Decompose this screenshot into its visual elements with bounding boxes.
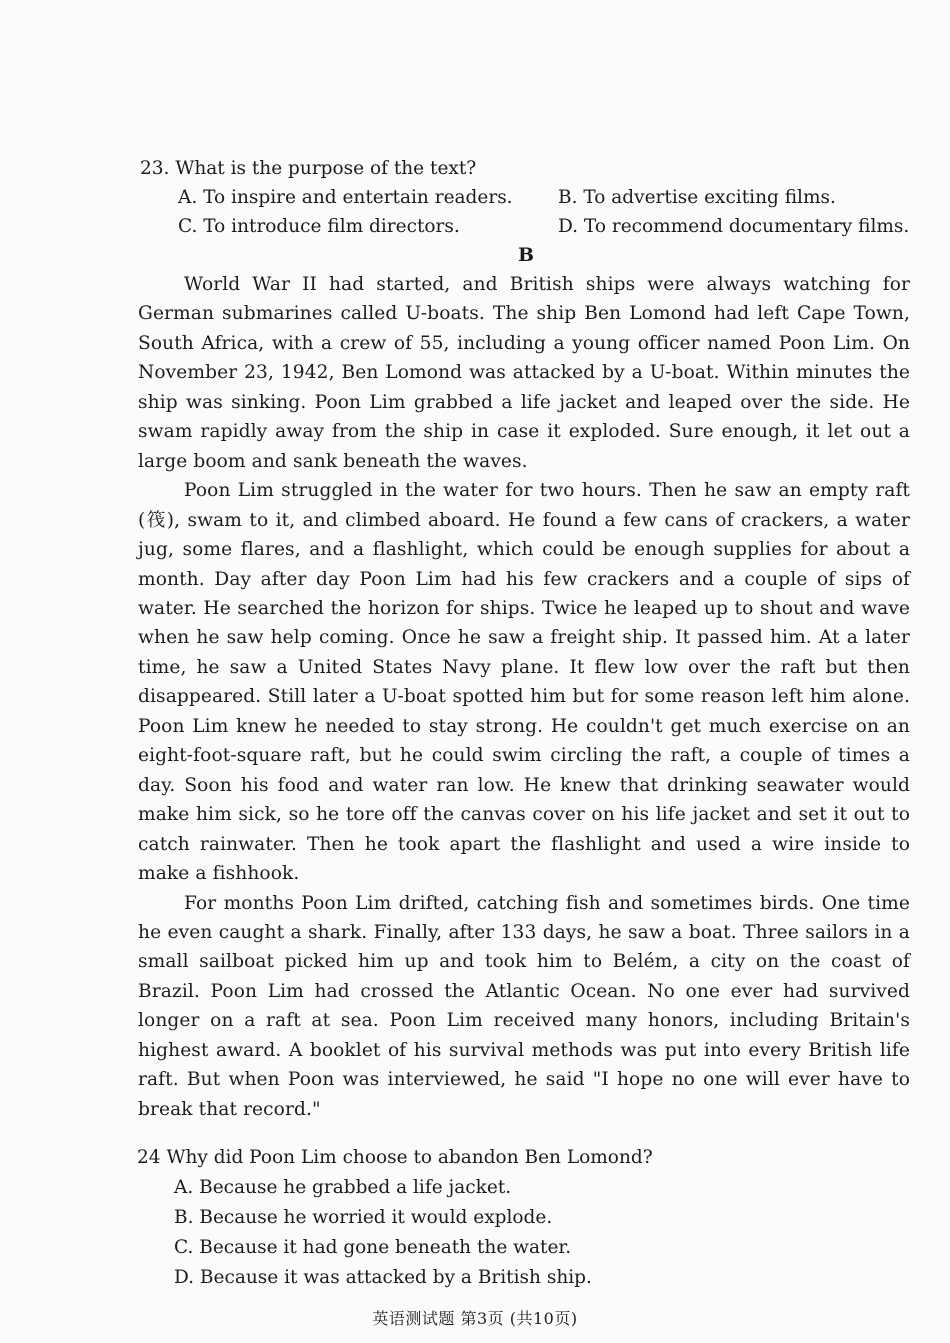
question-23-stem-row [140, 154, 930, 183]
question-24-option-a: A. Because he grabbed a life jacket. [174, 1177, 512, 1198]
passage-paragraph-3: For months Poon Lim drifted, catching fish and sometimes birds. One time he even caught a shark. Finally, after 133 days, he saw a boat. Three sailors in a small sailboat picked him up and took him to Belém, a city on the coast of Brazil. Poon Lim had crossed the Atlantic Ocean. No one ever had survived longer on a raft at sea. Poon Lim received many honors, including Britain's highest award. A booklet of his survival methods was put into every British life raft. But when Poon was interviewed, he said "I hope no one will ever have to break that record." [138, 892, 910, 1120]
question-24-option-d: D. Because it was attacked by a British ship. [174, 1267, 592, 1288]
section-heading: B [518, 244, 535, 266]
question-23-options [178, 183, 930, 241]
question-24 [137, 1143, 927, 1293]
question-23-option-b: B. To advertise exciting films. [558, 187, 836, 208]
question-23 [140, 154, 930, 241]
question-24-option-b: B. Because he worried it would explode. [174, 1207, 553, 1228]
question-23-option-a: A. To inspire and entertain readers. [178, 187, 513, 208]
reading-passage [138, 270, 910, 1124]
question-24-stem: Why did Poon Lim choose to abandon Ben Lomond? [166, 1147, 653, 1168]
question-23-number: 23. [140, 158, 170, 179]
question-24-stem-row [137, 1143, 927, 1173]
question-24-options [174, 1173, 927, 1293]
question-24-option-c: C. Because it had gone beneath the water. [174, 1237, 572, 1258]
passage-paragraph-2: Poon Lim struggled in the water for two hours. Then he saw an empty raft (筏), swam to it, and climbed aboard. He found a few cans of crackers, a water jug, some flares, and a flashlight, which could be enough supplies for about a month. Day after day Poon Lim had his few crackers and a couple of sips of water. He searched the horizon for ships. Twice he leaped up to shout and wave when he saw help coming. Once he saw a freight ship. It passed him. At a later time, he saw a United States Navy plane. It flew low over the raft but then disappeared. Still later a U-boat spotted him but for some reason left him alone. Poon Lim knew he needed to stay strong. He couldn't get much exercise on an eight-foot-square raft, but he could swim circling the raft, a couple of times a day. Soon his food and water ran low. He knew that drinking seawater would make him sick, so he tore off the canvas cover on his life jacket and set it out to catch rainwater. Then he took apart the flashlight and used a wire inside to make a fishhook. [138, 480, 910, 885]
question-23-stem: What is the purpose of the text? [175, 158, 477, 179]
passage-paragraph-1: World War II had started, and British ships were always watching for German submarines called U-boats. The ship Ben Lomond had left Cape Town, South Africa, with a crew of 55, including a young officer named Poon Lim. On November 23, 1942, Ben Lomond was attacked by a U-boat. Within minutes the ship was sinking. Poon Lim grabbed a life jacket and leaped over the side. He swam rapidly away from the ship in case it exploded. Sure enough, it let out a large boom and sank beneath the waves. [138, 274, 910, 472]
page-footer: 英语测试题 第3页 (共10页) [372, 1309, 578, 1328]
question-23-option-c: C. To introduce film directors. [178, 216, 460, 237]
question-23-option-d: D. To recommend documentary films. [558, 216, 910, 237]
question-24-number: 24 [137, 1147, 161, 1168]
